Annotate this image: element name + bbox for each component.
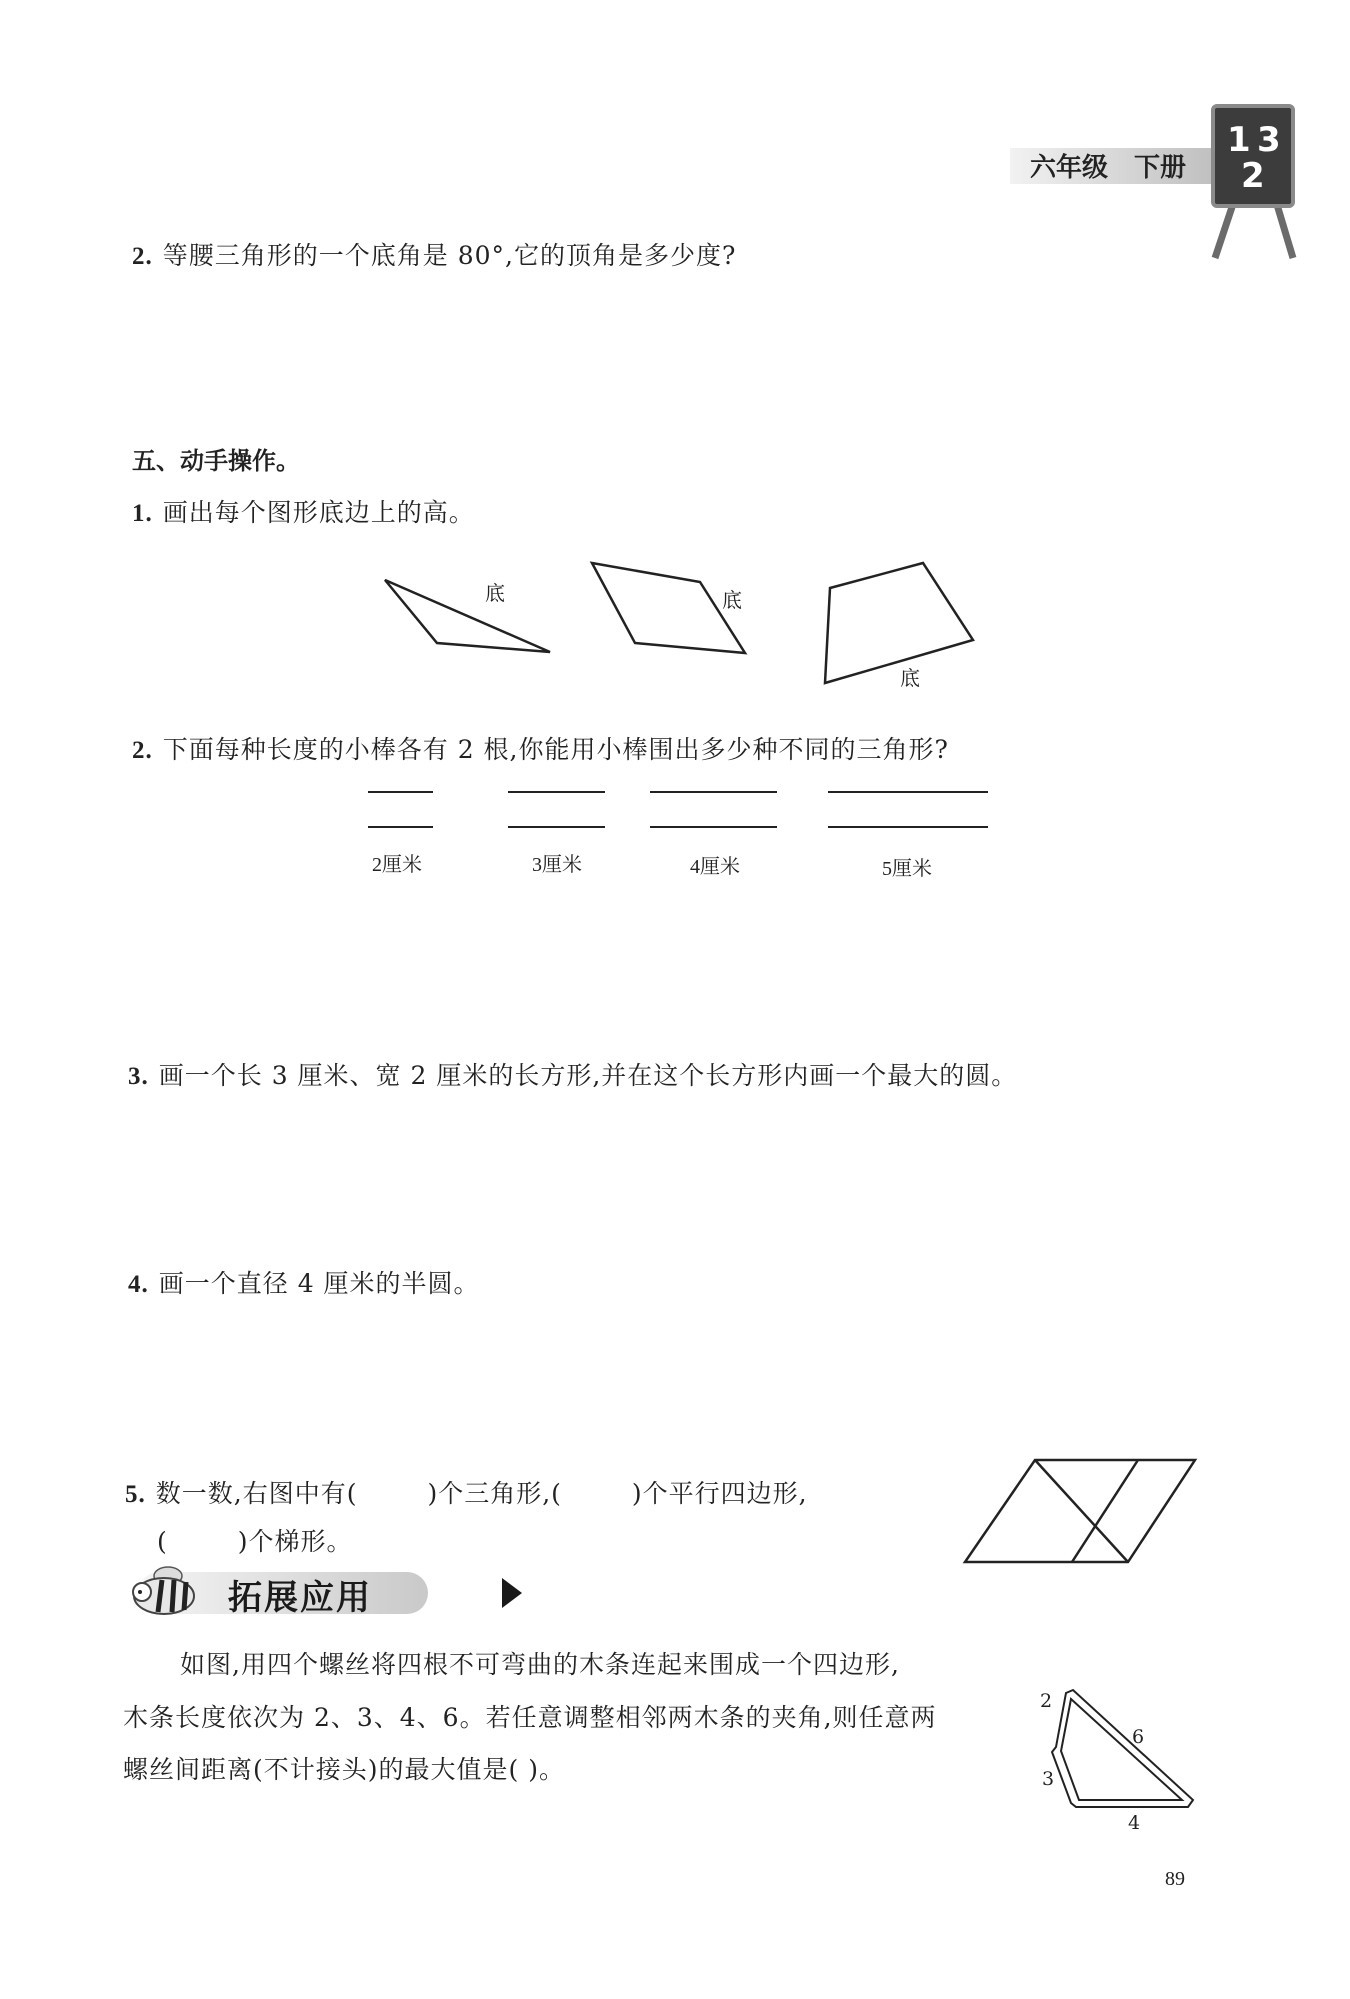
question-5-5: 5. 数一数,右图中有( )个三角形,( )个平行四边形, xyxy=(125,1479,808,1508)
question-4-2: 2. 等腰三角形的一个底角是 80°,它的顶角是多少度? xyxy=(132,241,737,270)
extension-line-1: 如图,用四个螺丝将四根不可弯曲的木条连起来围成一个四边形, xyxy=(180,1650,900,1679)
obtuse-triangle xyxy=(385,580,550,652)
base-label-2: 底 xyxy=(722,588,742,612)
banner-arrow-icon xyxy=(500,1576,524,1610)
extension-line-3: 螺丝间距离(不计接头)的最大值是( )。 xyxy=(123,1755,565,1784)
blackboard-badge-icon xyxy=(1205,98,1305,268)
extension-banner xyxy=(118,1562,428,1622)
question-5-3: 3. 画一个长 3 厘米、宽 2 厘米的长方形,并在这个长方形内画一个最大的圆。 xyxy=(128,1061,1018,1090)
counting-figure xyxy=(960,1455,1200,1570)
base-label-3: 底 xyxy=(900,666,920,690)
question-5-4: 4. 画一个直径 4 厘米的半圆。 xyxy=(128,1269,480,1298)
section-5-title: 五、动手操作。 xyxy=(132,447,300,475)
inner-wood-strip xyxy=(1061,1699,1182,1800)
question-5-5-line2: ( )个梯形。 xyxy=(157,1527,353,1556)
extension-line-2: 木条长度依次为 2、3、4、6。若任意调整相邻两木条的夹角,则任意两 xyxy=(123,1703,937,1732)
trapezoid-shape xyxy=(825,563,973,683)
badge-digit-1: 1 xyxy=(1227,120,1251,160)
page-number: 89 xyxy=(1165,1868,1185,1890)
side-label-3: 3 xyxy=(1042,1768,1055,1790)
badge-digit-2: 2 xyxy=(1241,156,1265,196)
stick-label-3cm: 3厘米 xyxy=(532,854,582,876)
side-label-2: 2 xyxy=(1040,1690,1053,1712)
extension-title: 拓展应用 xyxy=(228,1578,372,1618)
grade-label: 六年级 下册 xyxy=(1030,153,1187,183)
base-label-1: 底 xyxy=(485,581,505,605)
side-label-4: 4 xyxy=(1128,1812,1141,1834)
side-label-6: 6 xyxy=(1132,1726,1145,1748)
stick-label-4cm: 4厘米 xyxy=(690,856,740,878)
question-5-1: 1. 画出每个图形底边上的高。 xyxy=(132,498,475,527)
question-5-2: 2. 下面每种长度的小棒各有 2 根,你能用小棒围出多少种不同的三角形? xyxy=(132,735,949,764)
bee-icon xyxy=(118,1562,218,1622)
stick-label-2cm: 2厘米 xyxy=(372,854,422,876)
badge-digit-3: 3 xyxy=(1257,120,1281,160)
sticks-figure xyxy=(360,780,1000,840)
shapes-figure xyxy=(370,555,990,705)
quadrilateral-figure xyxy=(1028,1685,1208,1835)
stick-label-5cm: 5厘米 xyxy=(882,858,932,880)
